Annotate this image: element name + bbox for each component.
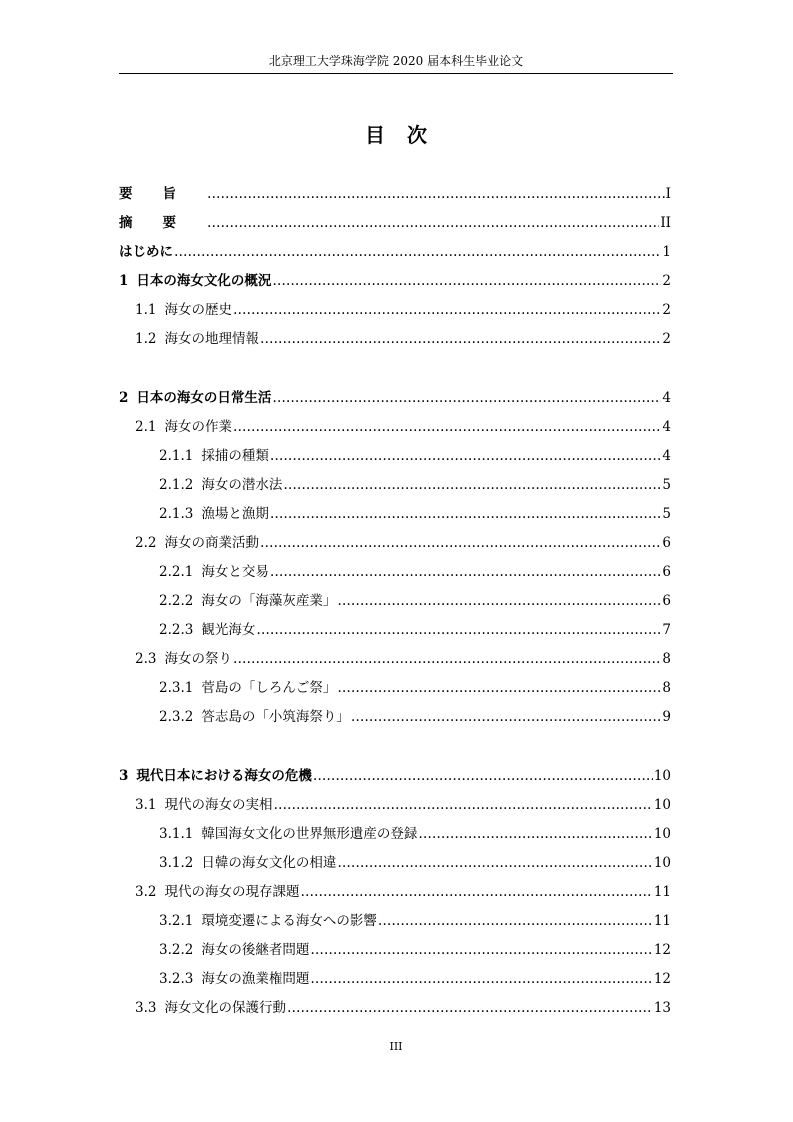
toc-label: 韓国海女文化の世界無形遺産の登録 xyxy=(201,826,418,842)
table-of-contents xyxy=(119,180,671,1023)
toc-page: 5 xyxy=(662,477,671,493)
toc-leader-dots xyxy=(310,936,652,965)
toc-page: 10 xyxy=(653,855,671,871)
toc-entry-1-1[interactable] xyxy=(119,296,671,325)
toc-number: 1 xyxy=(119,273,129,289)
toc-entry-3-1[interactable] xyxy=(119,791,671,820)
toc-leader-dots xyxy=(270,558,662,587)
toc-leader-dots xyxy=(273,791,652,820)
toc-page: 2 xyxy=(662,331,671,347)
toc-leader-dots xyxy=(287,994,653,1023)
toc-page: I xyxy=(665,186,671,202)
toc-leader-dots xyxy=(174,238,661,267)
toc-entry-2-2[interactable] xyxy=(119,529,671,558)
toc-page: 4 xyxy=(662,419,671,435)
toc-label: 海女の祭り xyxy=(164,651,232,667)
toc-label: 海女の作業 xyxy=(164,419,232,435)
toc-label: 要旨 xyxy=(119,186,206,202)
toc-page: 8 xyxy=(662,651,671,667)
toc-label: 日本の海女の日常生活 xyxy=(136,390,272,406)
toc-page: 4 xyxy=(662,448,671,464)
toc-number: 3.1.1 xyxy=(159,826,194,842)
toc-entry-2-2-2[interactable] xyxy=(119,587,671,616)
toc-label: 海女の歴史 xyxy=(164,302,232,318)
toc-label: 観光海女 xyxy=(201,622,256,638)
toc-page: 13 xyxy=(653,1000,671,1016)
toc-entry-chapter-1[interactable] xyxy=(119,267,671,296)
toc-leader-dots xyxy=(300,878,652,907)
toc-label: 海女の「海藻灰産業」 xyxy=(201,593,337,609)
toc-number: 2.1.3 xyxy=(159,506,194,522)
toc-label: 海女の地理情報 xyxy=(164,331,259,347)
toc-entry-1-2[interactable] xyxy=(119,325,671,354)
toc-leader-dots xyxy=(207,180,665,209)
toc-page: 10 xyxy=(653,826,671,842)
toc-entry-3-2-2[interactable] xyxy=(119,936,671,965)
toc-page: 11 xyxy=(653,913,671,929)
toc-leader-dots xyxy=(260,325,661,354)
toc-page: 10 xyxy=(653,797,671,813)
toc-leader-dots xyxy=(256,616,661,645)
toc-page: II xyxy=(660,215,671,231)
toc-entry-abstract-zh[interactable] xyxy=(119,209,671,238)
toc-label: 日韓の海女文化の相違 xyxy=(201,855,337,871)
toc-number: 1.1 xyxy=(135,302,157,318)
toc-entry-2-3-2[interactable] xyxy=(119,703,671,732)
toc-label: 海女と交易 xyxy=(201,564,269,580)
toc-number: 2.3.1 xyxy=(159,680,194,696)
toc-number: 3.2 xyxy=(135,884,157,900)
toc-leader-dots xyxy=(378,907,653,936)
toc-entry-chapter-3[interactable] xyxy=(119,762,671,791)
toc-number: 2.2.1 xyxy=(159,564,194,580)
toc-label: 海女の漁業権問題 xyxy=(201,971,310,987)
toc-number: 2.1.2 xyxy=(159,477,194,493)
toc-number: 2.1 xyxy=(135,419,157,435)
toc-number: 3.2.3 xyxy=(159,971,194,987)
toc-number: 3.1.2 xyxy=(159,855,194,871)
toc-entry-3-2-1[interactable] xyxy=(119,907,671,936)
toc-label: 菅島の「しろんご祭」 xyxy=(201,680,337,696)
toc-leader-dots xyxy=(233,413,661,442)
toc-number: 2.2 xyxy=(135,535,157,551)
toc-page: 4 xyxy=(662,390,671,406)
header-rule xyxy=(119,73,673,74)
toc-leader-dots xyxy=(233,645,661,674)
toc-number: 3.3 xyxy=(135,1000,157,1016)
toc-label: 環境変遷による海女への影響 xyxy=(201,913,377,929)
toc-entry-3-2-3[interactable] xyxy=(119,965,671,994)
toc-number: 3.2.1 xyxy=(159,913,194,929)
toc-entry-introduction[interactable] xyxy=(119,238,671,267)
toc-entry-2-1[interactable] xyxy=(119,413,671,442)
toc-entry-2-2-1[interactable] xyxy=(119,558,671,587)
toc-label: 日本の海女文化の概況 xyxy=(136,273,272,289)
toc-label: はじめに xyxy=(119,244,173,260)
toc-page: 7 xyxy=(662,622,671,638)
toc-leader-dots xyxy=(270,500,662,529)
toc-entry-2-3-1[interactable] xyxy=(119,674,671,703)
toc-entry-2-3[interactable] xyxy=(119,645,671,674)
toc-page: 8 xyxy=(662,680,671,696)
toc-number: 3.1 xyxy=(135,797,157,813)
page-number: III xyxy=(389,1040,403,1053)
toc-label: 摘要 xyxy=(119,215,206,231)
toc-label: 海女の商業活動 xyxy=(164,535,259,551)
toc-entry-3-2[interactable] xyxy=(119,878,671,907)
toc-entry-2-2-3[interactable] xyxy=(119,616,671,645)
toc-page: 6 xyxy=(662,593,671,609)
toc-number: 2 xyxy=(119,390,129,406)
toc-leader-dots xyxy=(270,442,662,471)
toc-leader-dots xyxy=(337,587,661,616)
toc-page: 6 xyxy=(662,535,671,551)
toc-entry-3-1-1[interactable] xyxy=(119,820,671,849)
toc-label: 現代日本における海女の危機 xyxy=(136,768,312,784)
toc-label: 海女の後継者問題 xyxy=(201,942,310,958)
toc-number: 2.2.3 xyxy=(159,622,194,638)
toc-entry-3-3[interactable] xyxy=(119,994,671,1023)
toc-number: 2.3 xyxy=(135,651,157,667)
toc-entry-2-1-2[interactable] xyxy=(119,471,671,500)
toc-label: 現代の海女の実相 xyxy=(164,797,273,813)
toc-entry-chapter-2[interactable] xyxy=(119,384,671,413)
toc-label: 漁場と漁期 xyxy=(201,506,269,522)
toc-leader-dots xyxy=(207,209,659,238)
toc-page: 1 xyxy=(662,244,671,260)
toc-leader-dots xyxy=(260,529,661,558)
toc-leader-dots xyxy=(418,820,652,849)
toc-label: 海女文化の保護行動 xyxy=(164,1000,286,1016)
toc-label: 海女の潜水法 xyxy=(201,477,283,493)
toc-leader-dots xyxy=(337,849,652,878)
toc-page: 2 xyxy=(662,273,671,289)
toc-number: 2.2.2 xyxy=(159,593,194,609)
toc-leader-dots xyxy=(272,267,661,296)
toc-number: 3 xyxy=(119,768,129,784)
toc-leader-dots xyxy=(272,384,661,413)
toc-page: 11 xyxy=(653,884,671,900)
toc-page: 12 xyxy=(653,971,671,987)
toc-number: 1.2 xyxy=(135,331,157,347)
toc-page: 12 xyxy=(653,942,671,958)
toc-page: 5 xyxy=(662,506,671,522)
toc-leader-dots xyxy=(337,674,661,703)
toc-number: 2.1.1 xyxy=(159,448,194,464)
toc-page: 9 xyxy=(662,709,671,725)
toc-leader-dots xyxy=(351,703,662,732)
toc-label: 答志島の「小筑海祭り」 xyxy=(201,709,350,725)
toc-leader-dots xyxy=(310,965,652,994)
toc-page: 2 xyxy=(662,302,671,318)
toc-label: 現代の海女の現存課題 xyxy=(164,884,300,900)
toc-entry-abstract-ja[interactable] xyxy=(119,180,671,209)
toc-title: 目次 xyxy=(365,123,449,147)
toc-leader-dots xyxy=(313,762,653,791)
toc-leader-dots xyxy=(283,471,661,500)
toc-page: 6 xyxy=(662,564,671,580)
toc-entry-2-1-3[interactable] xyxy=(119,500,671,529)
toc-label: 採捕の種類 xyxy=(201,448,269,464)
toc-number: 3.2.2 xyxy=(159,942,194,958)
toc-leader-dots xyxy=(233,296,661,325)
toc-number: 2.3.2 xyxy=(159,709,194,725)
toc-entry-2-1-1[interactable] xyxy=(119,442,671,471)
running-header: 北京理工大学珠海学院 2020 届本科生毕业论文 xyxy=(268,54,524,68)
toc-entry-3-1-2[interactable] xyxy=(119,849,671,878)
toc-page: 10 xyxy=(653,768,671,784)
